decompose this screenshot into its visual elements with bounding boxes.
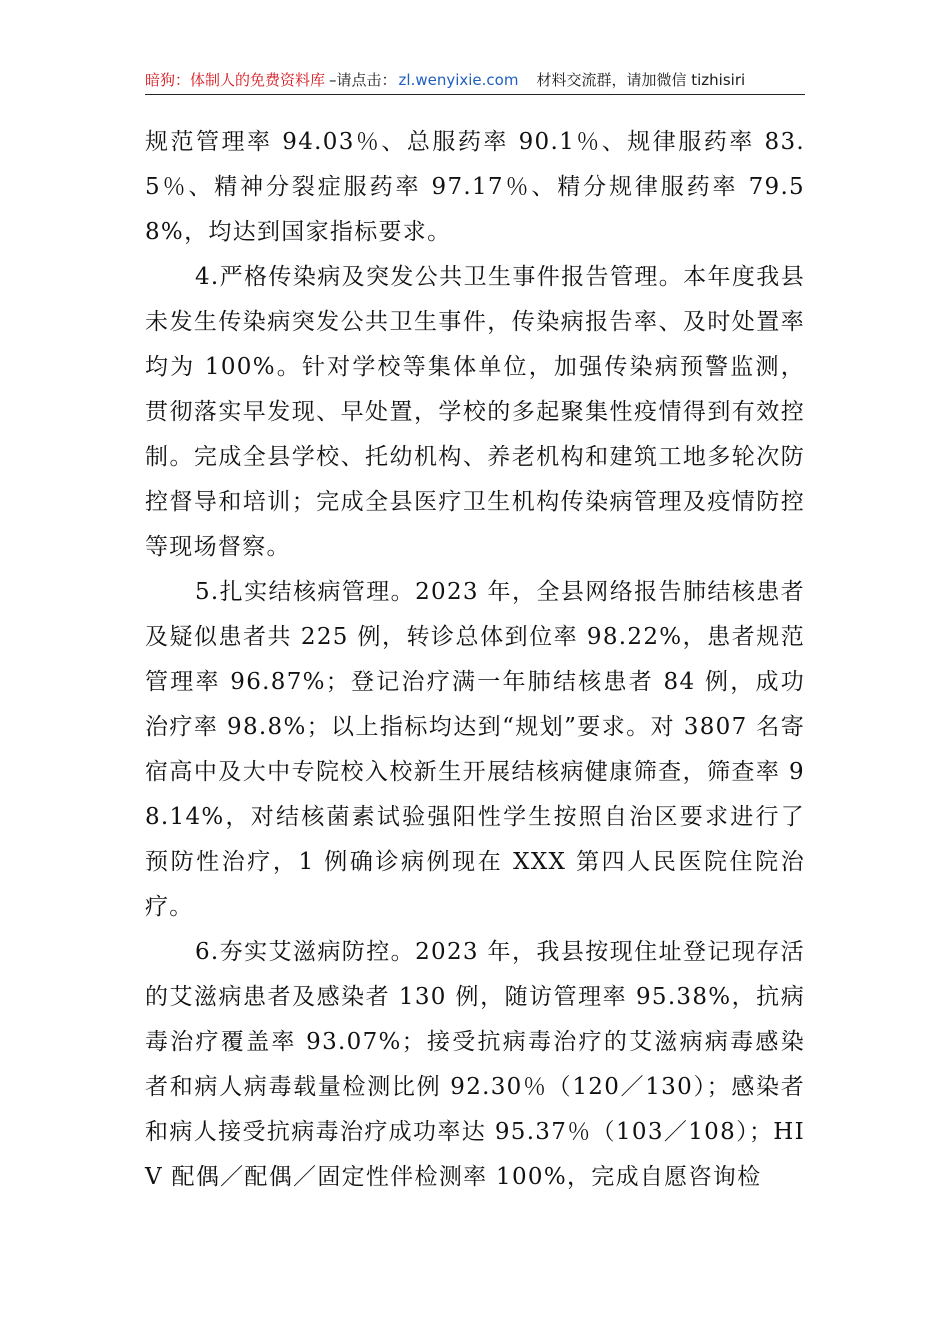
paragraph-continuation: 规范管理率 94.03％、总服药率 90.1％、规律服药率 83.5％、精神分裂症服药率 97.17％、精分规律服药率 79.58%，均达到国家指标要求。 (145, 129, 805, 245)
header-divider (145, 94, 805, 95)
paragraph-tuberculosis: 5.扎实结核病管理。2023 年，全县网络报告肺结核患者及疑似患者共 225 例，转诊总体到位率 98.22%，患者规范管理率 96.87%；登记治疗满一年肺结核患者 84 例，成功治疗率 98.8%；以上指标均达到“规划”要求。对 3807 名寄宿高中及大中专院校入校新生开展结核病健康筛查，筛查率 98.14%，对结核菌素试验强阳性学生按照自治区要求进行了预防性治疗，1 例确诊病例现在 XXX 第四人民医院住院治疗。 (145, 579, 805, 920)
header-prompt: –请点击： (329, 71, 397, 89)
paragraph-aids: 6.夯实艾滋病防控。2023 年，我县按现住址登记现存活的艾滋病患者及感染者 130 例，随访管理率 95.38%，抗病毒治疗覆盖率 93.07%；接受抗病毒治疗的艾滋病病毒感染者和病人病毒载量检测比例 92.30％（120／130）；感染者和病人接受抗病毒治疗成功率达 95.37％（103／108）；HIV 配偶／配偶／固定性伴检测率 100%，完成自愿咨询检 (145, 939, 805, 1190)
header-brand: 暗狗：体制人的免费资料库 (145, 71, 326, 89)
header-contact: 材料交流群，请加微信 tizhisiri (536, 71, 746, 89)
document-body (145, 120, 805, 1200)
header-link[interactable]: zl.wenyixie.com (398, 71, 519, 89)
paragraph-infectious-disease: 4.严格传染病及突发公共卫生事件报告管理。本年度我县未发生传染病突发公共卫生事件，传染病报告率、及时处置率均为 100%。针对学校等集体单位，加强传染病预警监测，贯彻落实早发现、早处置，学校的多起聚集性疫情得到有效控制。完成全县学校、托幼机构、养老机构和建筑工地多轮次防控督导和培训；完成全县医疗卫生机构传染病管理及疫情防控等现场督察。 (145, 264, 805, 560)
page-header (145, 68, 805, 92)
